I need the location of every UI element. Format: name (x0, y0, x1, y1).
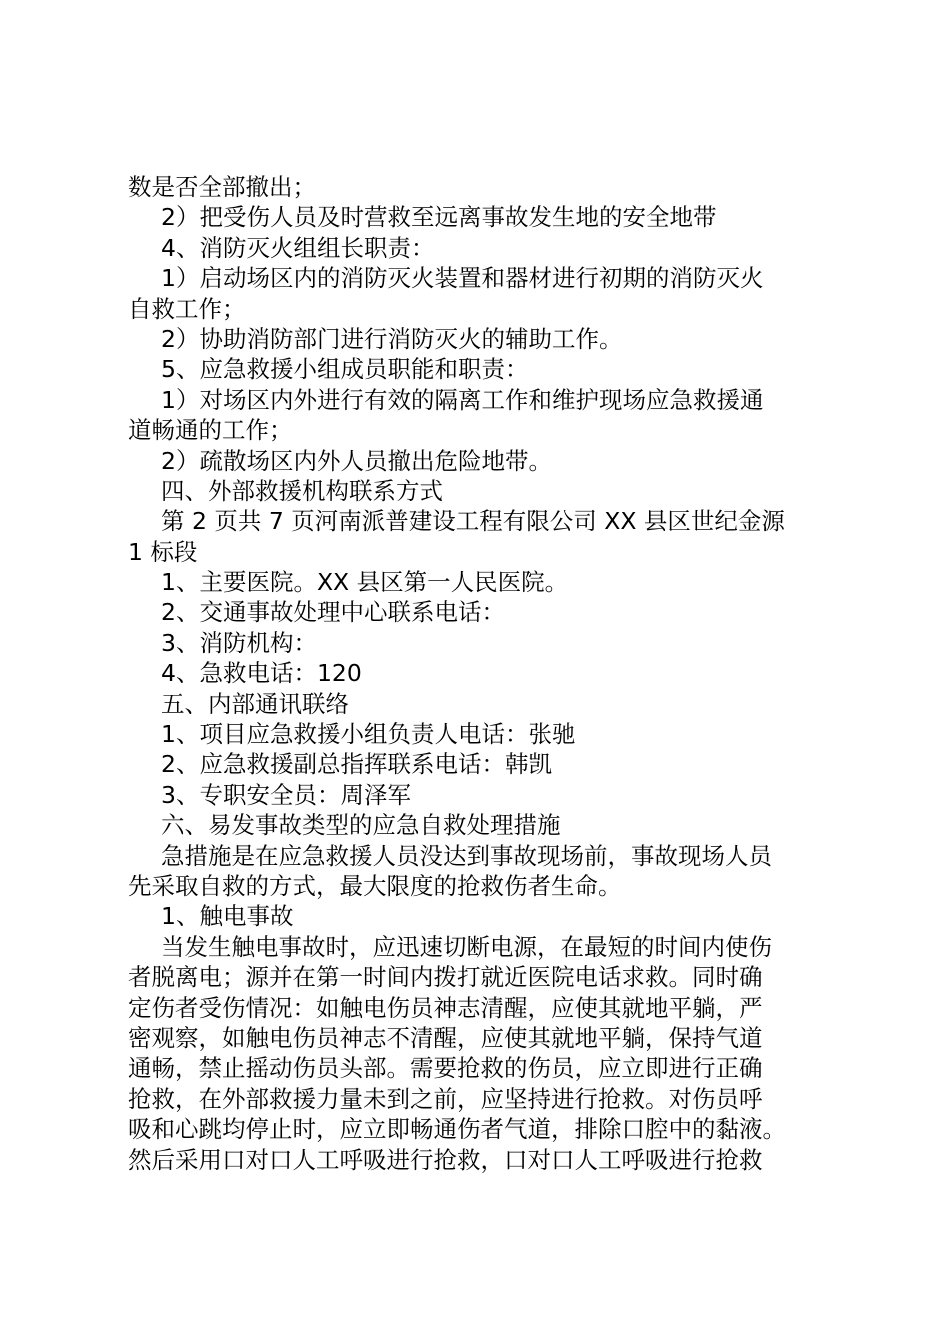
text-line: 2）把受伤人员及时营救至远离事故发生地的安全地带 (161, 203, 717, 232)
text-line: 道畅通的工作； (128, 416, 293, 445)
text-line: 吸和心跳均停止时，应立即畅通伤者气道，排除口腔中的黏液。 (128, 1115, 786, 1144)
text-line: 1、项目应急救援小组负责人电话：张驰 (161, 720, 576, 749)
text-line: 4、急救电话：120 (161, 659, 362, 688)
text-line: 3、消防机构： (161, 628, 317, 657)
text-line: 2、应急救援副总指挥联系电话：韩凯 (161, 750, 552, 779)
document-body (128, 172, 828, 1175)
section-heading: 四、外部救援机构联系方式 (161, 476, 443, 505)
page-footer-text: 1 标段 (128, 537, 198, 566)
text-line: 数是否全部撤出； (128, 173, 316, 201)
text-line: 通畅，禁止摇动伤员头部。需要抢救的伤员，应立即进行正确 (128, 1054, 763, 1083)
text-line: 3、专职安全员：周泽军 (161, 780, 411, 809)
text-line: 然后采用口对口人工呼吸进行抢救，口对口人工呼吸进行抢救 (128, 1145, 763, 1174)
text-line: 定伤者受伤情况：如触电伤员神志清醒，应使其就地平躺，严 (128, 993, 763, 1022)
section-heading: 4、消防灭火组组长职责： (161, 233, 435, 262)
text-line: 1）启动场区内的消防灭火装置和器材进行初期的消防灭火 (161, 264, 764, 293)
section-heading: 1、触电事故 (161, 902, 294, 931)
section-heading: 5、应急救援小组成员职能和职责： (161, 355, 529, 384)
section-heading: 六、易发事故类型的应急自救处理措施 (161, 811, 561, 840)
text-line: 2）协助消防部门进行消防灭火的辅助工作。 (161, 324, 623, 353)
text-line: 者脱离电；源并在第一时间内拨打就近医院电话求救。同时确 (128, 963, 763, 992)
text-line: 2）疏散场区内外人员撤出危险地带。 (161, 446, 552, 475)
text-line: 先采取自救的方式，最大限度的抢救伤者生命。 (128, 871, 622, 900)
section-heading: 五、内部通讯联络 (161, 689, 349, 718)
text-line: 抢救，在外部救援力量未到之前，应坚持进行抢救。对伤员呼 (128, 1084, 763, 1113)
text-line: 1）对场区内外进行有效的隔离工作和维护现场应急救援通 (161, 385, 764, 414)
page-footer-text: 第 2 页共 7 页河南派普建设工程有限公司 XX 县区世纪金源 (161, 507, 785, 536)
text-line: 自救工作； (128, 294, 246, 323)
text-line: 密观察，如触电伤员神志不清醒，应使其就地平躺，保持气道 (128, 1023, 763, 1052)
text-line: 当发生触电事故时，应迅速切断电源，在最短的时间内使伤 (161, 932, 772, 961)
text-line: 1、主要医院。XX 县区第一人民医院。 (161, 568, 569, 597)
text-line: 急措施是在应急救援人员没达到事故现场前，事故现场人员 (161, 841, 772, 870)
text-line: 2、交通事故处理中心联系电话： (161, 598, 505, 627)
